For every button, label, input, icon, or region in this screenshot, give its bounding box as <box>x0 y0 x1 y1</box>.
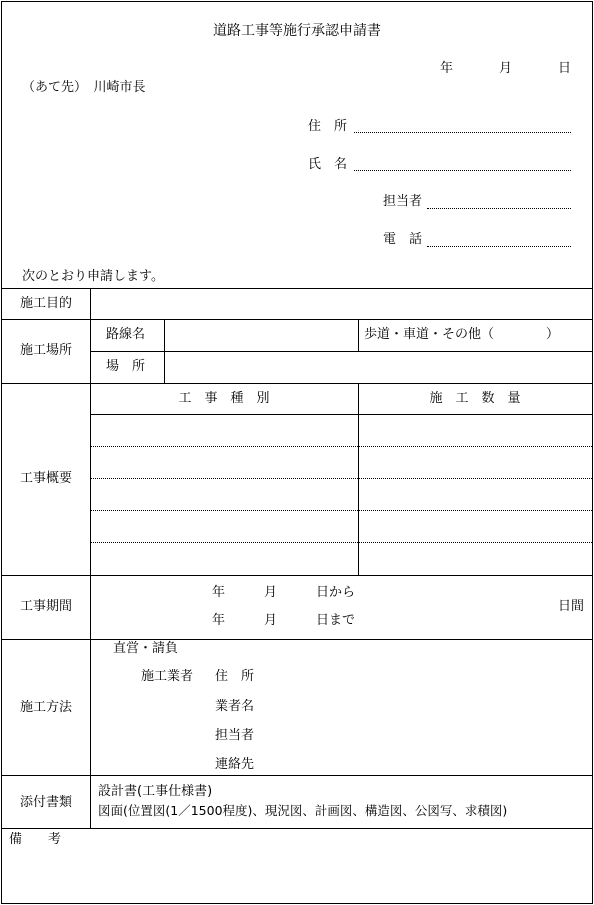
applicant-name-label: 氏 名 <box>308 157 348 172</box>
applicant-name-line[interactable] <box>354 170 571 171</box>
period-days: 日間 <box>558 599 585 614</box>
applicant-phone-label: 電 話 <box>383 232 423 247</box>
attachment-line-2: 図面(位置図(1／1500程度)、現況図、計画図、構造図、公図写、求積図) <box>98 803 508 818</box>
applicant-person-line[interactable] <box>427 208 571 209</box>
table-line <box>2 828 592 829</box>
work-type-header: 工 事 種 別 <box>178 391 270 406</box>
attachment-line-1: 設計書(工事仕様書) <box>98 784 213 799</box>
road-type-options: 歩道・車道・その他（ ） <box>364 327 560 342</box>
applicant-person-label: 担当者 <box>383 194 423 209</box>
table-line <box>90 288 91 828</box>
contractor-address-label: 住 所 <box>215 669 255 684</box>
contractor-person-label: 担当者 <box>215 728 255 743</box>
place-detail-label: 場 所 <box>106 359 146 374</box>
applicant-address-label: 住 所 <box>308 119 348 134</box>
intro-text: 次のとおり申請します。 <box>22 269 164 284</box>
date-year: 年 <box>440 61 454 76</box>
table-line <box>358 383 359 575</box>
table-dotted-line <box>90 510 592 511</box>
date-month: 月 <box>499 61 513 76</box>
attachments-label: 添付書類 <box>19 795 72 810</box>
contractor-contact-label: 連絡先 <box>215 757 255 772</box>
overview-label: 工事概要 <box>19 471 72 486</box>
table-dotted-line <box>90 478 592 479</box>
date-day: 日 <box>558 61 572 76</box>
table-line <box>90 414 592 415</box>
period-label: 工事期間 <box>19 599 72 614</box>
contractor-name-label: 業者名 <box>215 699 255 714</box>
applicant-address-line[interactable] <box>354 132 571 133</box>
addressee: （あて先） 川崎市長 <box>22 80 146 95</box>
route-name-label: 路線名 <box>106 327 146 342</box>
period-to: 年 月 日まで <box>212 613 356 628</box>
contractor-label: 施工業者 <box>141 669 194 684</box>
table-dotted-line <box>90 446 592 447</box>
table-line <box>90 351 592 352</box>
purpose-label: 施工目的 <box>19 296 72 311</box>
method-direct-contract: 直営・請負 <box>113 641 179 656</box>
quantity-header: 施 工 数 量 <box>429 391 521 406</box>
remarks-label: 備 考 <box>9 832 62 847</box>
method-label: 施工方法 <box>19 700 72 715</box>
table-line <box>164 319 165 383</box>
place-label: 施工場所 <box>19 343 72 358</box>
period-from: 年 月 日から <box>212 585 356 600</box>
table-dotted-line <box>90 542 592 543</box>
applicant-phone-line[interactable] <box>427 246 571 247</box>
form-title: 道路工事等施行承認申請書 <box>213 23 381 39</box>
table-line <box>358 319 359 351</box>
